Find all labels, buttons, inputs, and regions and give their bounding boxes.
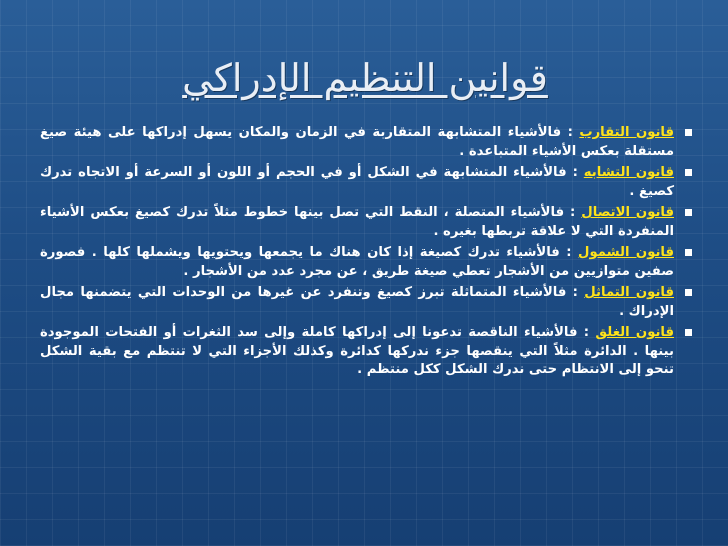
list-item-inclusion <box>40 244 694 281</box>
slide-title: قوانين التنظيم الإدراكي <box>182 56 548 100</box>
law-description: فالأشياء المتشابهة المتقاربة في الزمان والمكان يسهل إدراكها على هيئة صيغ مستقلة بعكس الأشياء المتباعدة . <box>40 125 674 159</box>
law-description: فالأشياء المتصلة ، النقط التي تصل بينها خطوط مثلاً تدرك كصيغ بعكس الأشياء المنفردة التي لا علاقة تربطها بغيره . <box>40 205 674 239</box>
square-bullet-icon <box>685 329 692 336</box>
square-bullet-icon <box>685 209 692 216</box>
law-description: فالأشياء تدرك كصيغة إذا كان هناك ما يجمعها ويحتويها ويشملها كلها . فصورة صفين متوازيين من الأشجار تعطي صيغة طريق ، عن مجرد عدد من الأشجار . <box>40 245 674 279</box>
square-bullet-icon <box>685 129 692 136</box>
law-description: فالأشياء المتشابهة في الشكل أو في الحجم أو اللون أو السرعة أو الاتجاه تدرك كصيغ . <box>40 165 674 199</box>
separator: : <box>577 325 596 340</box>
law-description: فالأشياء المتماثلة تبرز كصيغ وتنفرد عن غيرها من الوحدات التي يتضمنها مجال الإدراك . <box>40 285 674 319</box>
separator: : <box>564 205 582 220</box>
law-name: قانون التشابه <box>583 165 674 180</box>
list-item-similarity <box>40 164 694 201</box>
law-name: قانون الاتصال <box>581 205 674 220</box>
separator: : <box>559 245 579 260</box>
list-item-proximity <box>40 124 694 161</box>
separator: : <box>566 285 585 300</box>
law-name: قانون التماثل <box>584 285 674 300</box>
separator: : <box>566 165 584 180</box>
laws-list <box>40 124 694 383</box>
square-bullet-icon <box>685 169 692 176</box>
square-bullet-icon <box>685 249 692 256</box>
list-item-closure <box>40 324 694 380</box>
list-item-continuity <box>40 204 694 241</box>
separator: : <box>561 125 580 140</box>
law-name: قانون التقارب <box>579 125 675 140</box>
list-item-symmetry <box>40 284 694 321</box>
law-name: قانون الغلق <box>595 325 674 340</box>
law-name: قانون الشمول <box>578 245 674 260</box>
square-bullet-icon <box>685 289 692 296</box>
law-description: فالأشياء الناقصة تدعونا إلى إدراكها كاملة وإلى سد الثغرات أو الفتحات الموجودة بينها . الدائرة مثلاً التي ينقصها جزء ندركها كدائرة وكذلك الأجزاء التي لا تنتظم مع بقية الشكل تنحو إلى الانتظام حتى ندرك الشكل ككل منتظم . <box>40 325 674 377</box>
